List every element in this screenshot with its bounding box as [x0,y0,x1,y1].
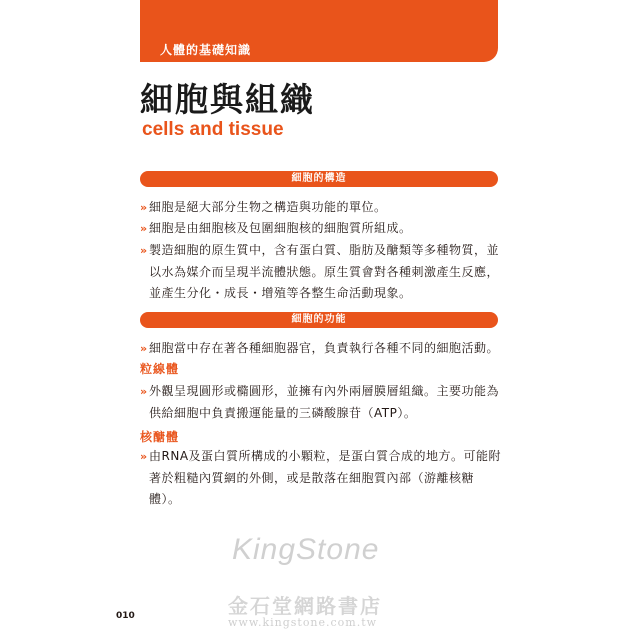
list-item [140,338,502,360]
list-item [140,240,502,305]
sub-heading-mitochondria: 粒線體 [140,362,180,376]
chapter-label: 人體的基礎知識 [160,43,252,57]
page-number: 010 [116,611,135,621]
bullet-text: 由RNA及蛋白質所構成的小顆粒，是蛋白質合成的地方。可能附著於粗糙內質網的外側，或是散落在細胞質內部（游離核糖體）。 [149,449,502,506]
bullet-text: 製造細胞的原生質中，含有蛋白質、脂肪及醣類等多種物質，並以水為媒介而呈現半流體狀態。原生質會對各種刺激產生反應，並產生分化・成長・增殖等各整生命活動現象。 [149,243,500,300]
watermark-brand-en: KingStone [232,533,380,566]
page-subtitle-en: cells and tissue [142,119,284,140]
bullet-marker-icon: » [140,244,148,257]
section-heading-function: 細胞的功能 [140,312,498,328]
bullet-text: 細胞是由細胞核及包圍細胞核的細胞質所組成。 [149,221,412,235]
list-item [140,197,502,219]
bullet-marker-icon: » [140,222,148,235]
list-item [140,218,502,240]
page-title: 細胞與組織 [140,80,315,119]
bullet-marker-icon: » [140,385,148,398]
bullet-marker-icon: » [140,201,148,214]
list-item [140,381,502,424]
bullet-marker-icon: » [140,342,148,355]
bullet-marker-icon: » [140,450,148,463]
bullet-text: 細胞是絕大部分生物之構造與功能的單位。 [149,200,387,214]
chapter-header-band [140,0,498,62]
watermark-brand-zh: 金石堂網路書店 [228,594,382,618]
section-heading-structure: 細胞的構造 [140,171,498,187]
watermark-url: www.kingstone.com.tw [228,616,378,629]
list-item [140,446,502,511]
bullet-text: 外觀呈現圓形或橢圓形，並擁有內外兩層膜層組織。主要功能為供給細胞中負責搬運能量的三磷酸腺苷（ATP）。 [149,384,500,420]
sub-heading-ribosome: 核醣體 [140,430,180,444]
bullet-text: 細胞當中存在著各種細胞器官，負責執行各種不同的細胞活動。 [149,341,500,355]
